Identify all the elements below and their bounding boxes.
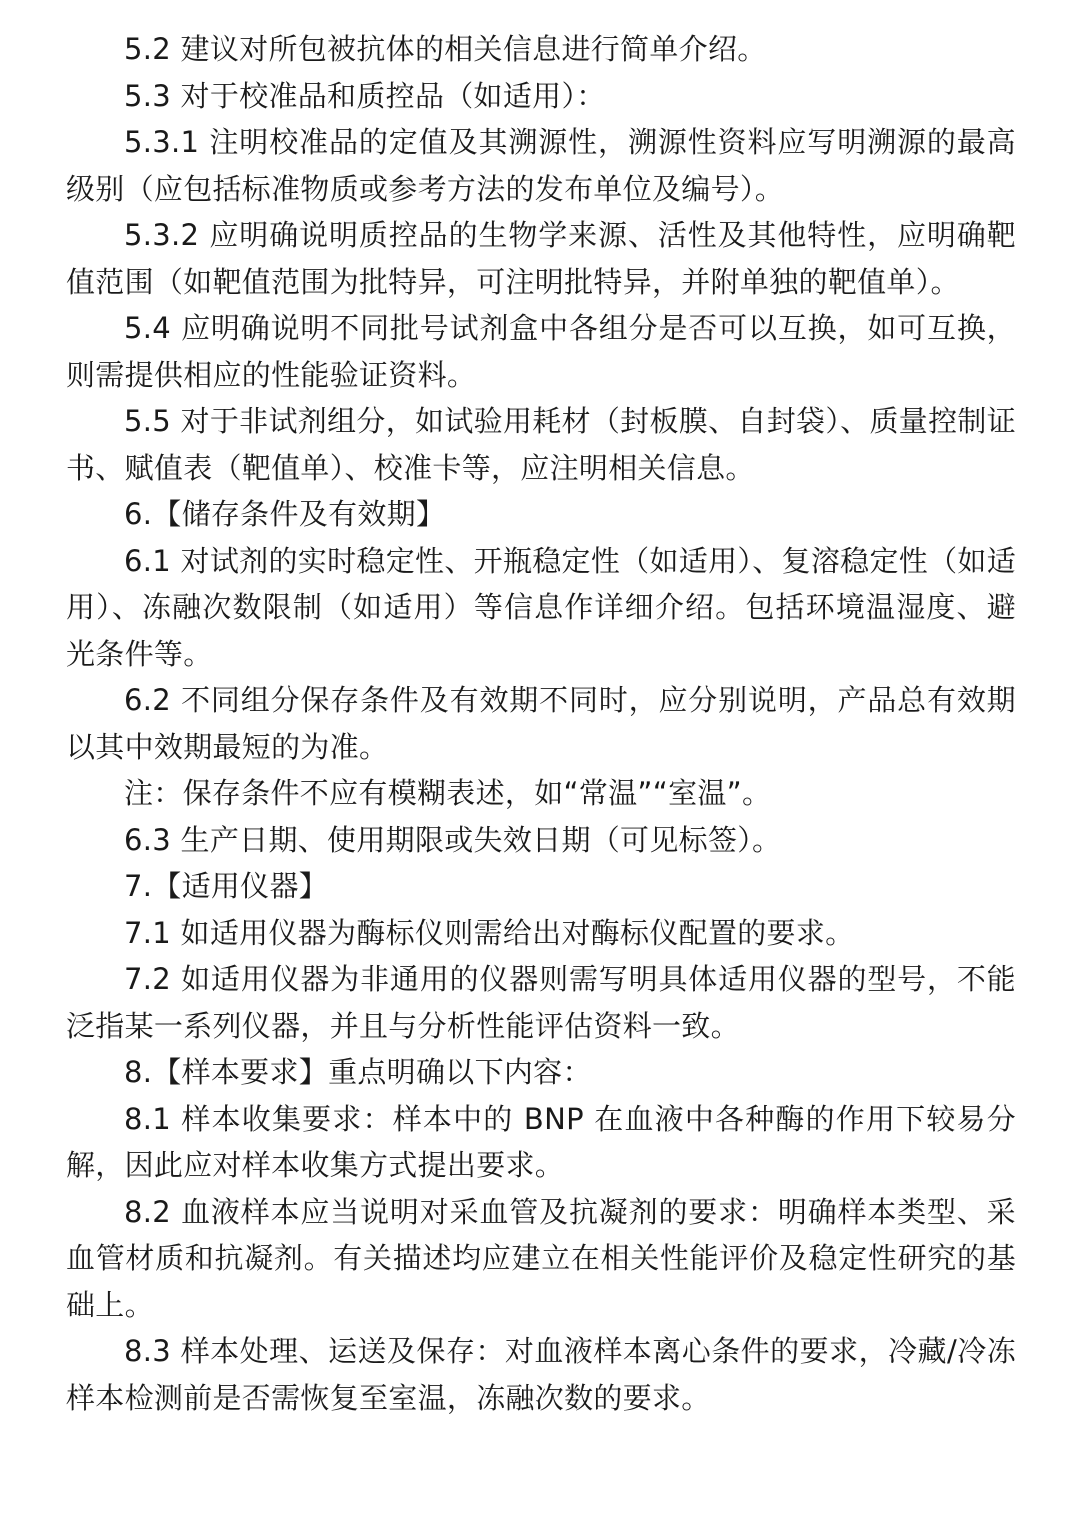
- heading-7-instruments: 7.【适用仪器】: [124, 869, 329, 903]
- paragraph-6-1: 6.1 对试剂的实时稳定性、开瓶稳定性（如适用）、复溶稳定性（如适用）、冻融次数限制（如适用）等信息作详细介绍。包括环境温湿度、避光条件等。: [66, 543, 1016, 671]
- paragraph-7-2: 7.2 如适用仪器为非通用的仪器则需写明具体适用仪器的型号，不能泛指某一系列仪器，并且与分析性能评估资料一致。: [66, 962, 1016, 1043]
- heading-6-storage: 6.【储存条件及有效期】: [124, 497, 446, 531]
- paragraph-5-3-2: 5.3.2 应明确说明质控品的生物学来源、活性及其他特性，应明确靶值范围（如靶值范围为批特异，可注明批特异，并附单独的靶值单）。: [66, 218, 1016, 299]
- paragraph-5-2: 5.2 建议对所包被抗体的相关信息进行简单介绍。: [124, 32, 767, 66]
- paragraph-5-4: 5.4 应明确说明不同批号试剂盒中各组分是否可以互换，如可互换，则需提供相应的性能验证资料。: [66, 311, 1016, 392]
- paragraph-8-2: 8.2 血液样本应当说明对采血管及抗凝剂的要求：明确样本类型、采血管材质和抗凝剂。有关描述均应建立在相关性能评价及稳定性研究的基础上。: [66, 1194, 1016, 1322]
- paragraph-8-1: 8.1 样本收集要求：样本中的 BNP 在血液中各种酶的作用下较易分解，因此应对样本收集方式提出要求。: [66, 1101, 1016, 1182]
- paragraph-5-3-1: 5.3.1 注明校准品的定值及其溯源性，溯源性资料应写明溯源的最高级别（应包括标准物质或参考方法的发布单位及编号）。: [66, 125, 1016, 206]
- paragraph-6-3: 6.3 生产日期、使用期限或失效日期（可见标签）。: [124, 822, 782, 857]
- heading-8-sample: 8.【样本要求】重点明确以下内容：: [124, 1055, 592, 1089]
- document-page: [66, 26, 1016, 1421]
- note-storage: 注：保存条件不应有模糊表述，如“常温”“室温”。: [124, 776, 772, 810]
- paragraph-8-3: 8.3 样本处理、运送及保存：对血液样本离心条件的要求，冷藏/冷冻样本检测前是否需恢复至室温，冻融次数的要求。: [66, 1334, 1016, 1415]
- paragraph-5-5: 5.5 对于非试剂组分，如试验用耗材（封板膜、自封袋）、质量控制证书、赋值表（靶值单）、校准卡等，应注明相关信息。: [66, 404, 1016, 485]
- paragraph-6-2: 6.2 不同组分保存条件及有效期不同时，应分别说明，产品总有效期以其中效期最短的为准。: [66, 683, 1016, 764]
- paragraph-5-3: 5.3 对于校准品和质控品（如适用）：: [124, 78, 606, 113]
- paragraph-7-1: 7.1 如适用仪器为酶标仪则需给出对酶标仪配置的要求。: [124, 915, 855, 950]
